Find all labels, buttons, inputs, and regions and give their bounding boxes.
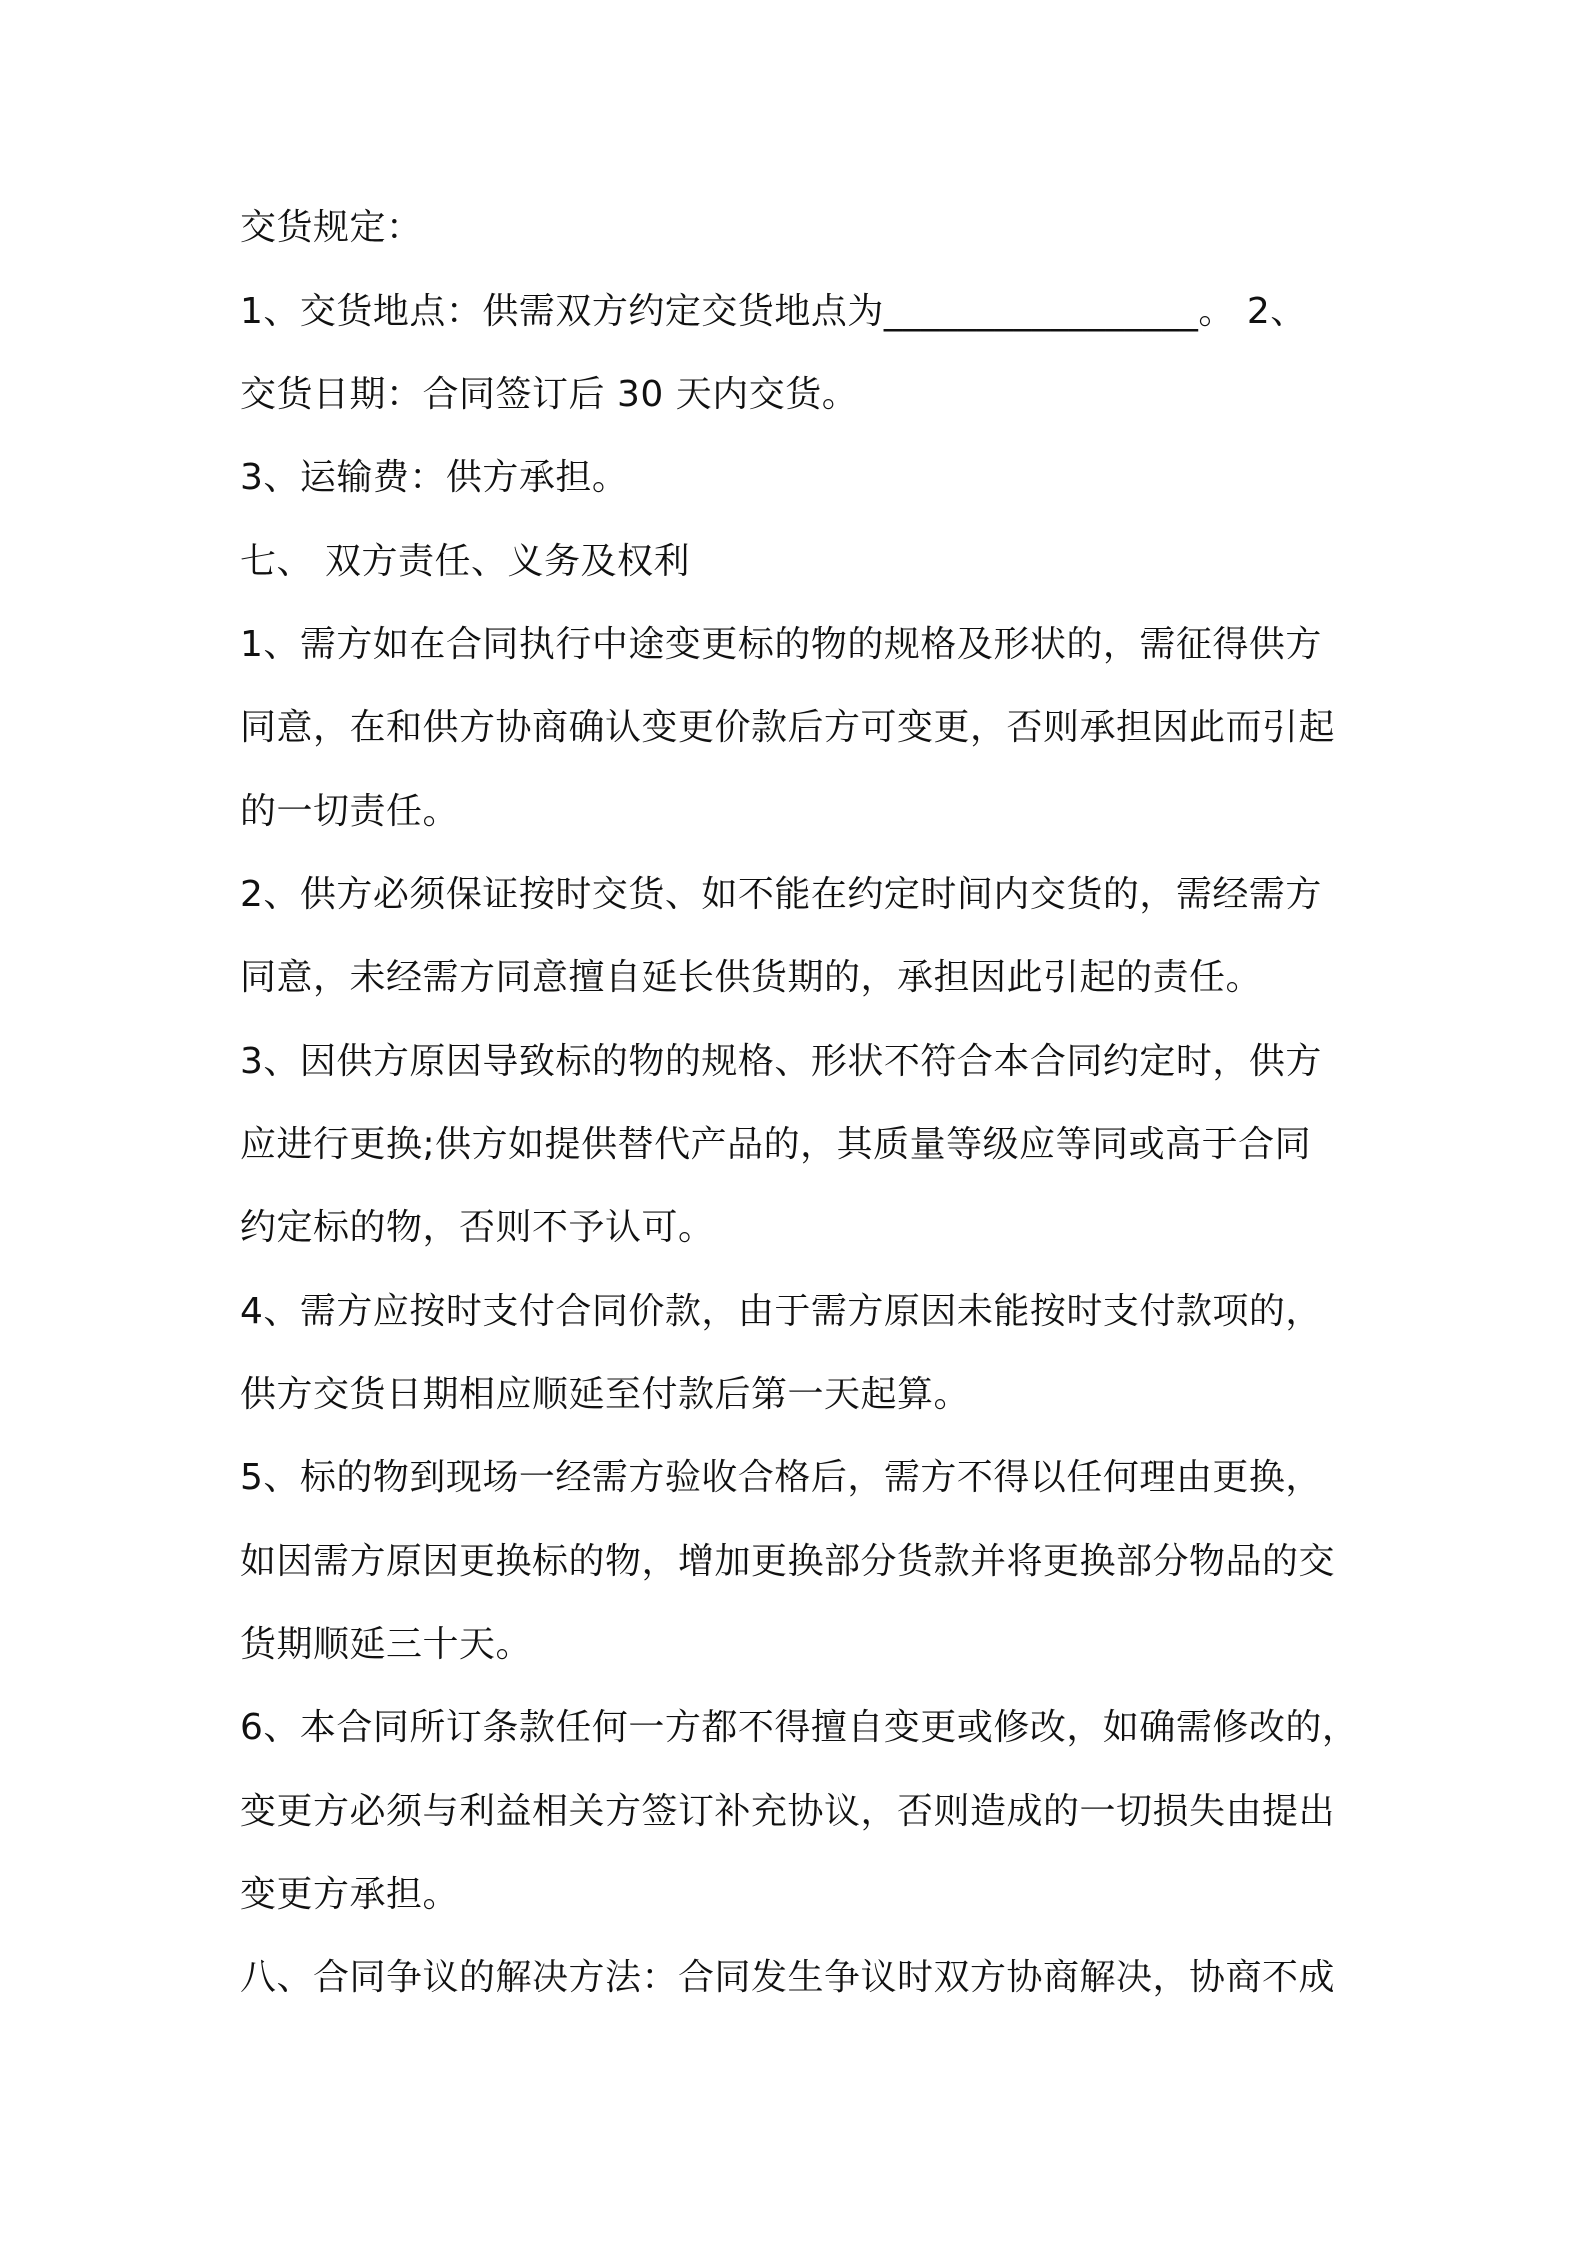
clause-6-line-1: 6、本合同所订条款任何一方都不得擅自变更或修改，如确需修改的， (240, 1707, 1359, 1748)
clause-2-line-1: 2、供方必须保证按时交货、如不能在约定时间内交货的，需经需方 (240, 874, 1322, 915)
clause-3-line-3: 约定标的物，否则不予认可。 (240, 1207, 715, 1248)
clause-2-line-2: 同意，未经需方同意擅自延长供货期的，承担因此引起的责任。 (240, 957, 1263, 998)
clause-1-line-2: 同意，在和供方协商确认变更价款后方可变更，否则承担因此而引起 (240, 707, 1336, 748)
section-heading-responsibilities: 七、 双方责任、义务及权利 (240, 541, 690, 582)
clause-3-line-1: 3、因供方原因导致标的物的规格、形状不符合本合同约定时，供方 (240, 1041, 1322, 1082)
clause-5-line-2: 如因需方原因更换标的物，增加更换部分货款并将更换部分物品的交 (240, 1541, 1336, 1582)
clause-6-line-2: 变更方必须与利益相关方签订补充协议，否则造成的一切损失由提出 (240, 1791, 1336, 1832)
section-heading-dispute: 八、合同争议的解决方法：合同发生争议时双方协商解决，协商不成 (240, 1957, 1336, 1998)
clause-5-line-1: 5、标的物到现场一经需方验收合格后，需方不得以任何理由更换， (240, 1457, 1322, 1498)
clause-1-line-1: 1、需方如在合同执行中途变更标的物的规格及形状的，需征得供方 (240, 624, 1322, 665)
delivery-date-line: 交货日期：合同签订后 30 天内交货。 (240, 374, 859, 415)
delivery-place-line: 1、交货地点：供需双方约定交货地点为_________________。 2、 (240, 291, 1307, 332)
clause-6-line-3: 变更方承担。 (240, 1874, 460, 1915)
freight-line: 3、运输费：供方承担。 (240, 457, 629, 498)
clause-4-line-2: 供方交货日期相应顺延至付款后第一天起算。 (240, 1374, 971, 1415)
clause-3-line-2: 应进行更换;供方如提供替代产品的，其质量等级应等同或高于合同 (240, 1124, 1312, 1165)
clause-4-line-1: 4、需方应按时支付合同价款，由于需方原因未能按时支付款项的， (240, 1291, 1322, 1332)
section-heading-delivery: 交货规定： (240, 207, 423, 248)
clause-1-line-3: 的一切责任。 (240, 791, 460, 832)
clause-5-line-3: 货期顺延三十天。 (240, 1624, 533, 1665)
